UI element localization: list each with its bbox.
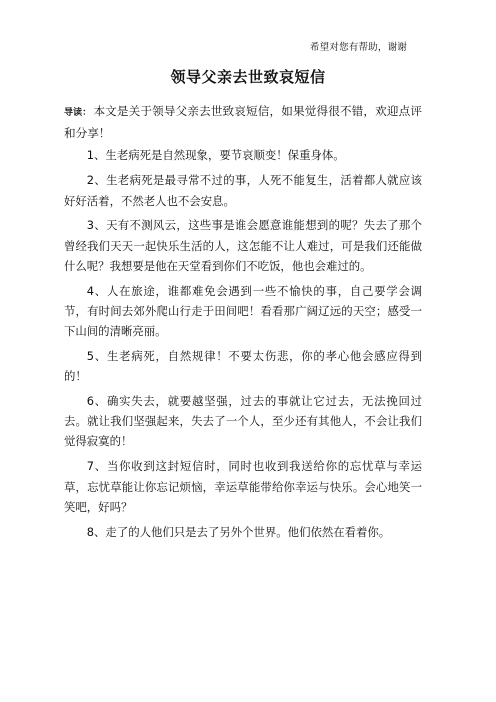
message-item-4: 4、人在旅途，谁都难免会遇到一些不愉快的事，自己要学会调节，有时间去郊外爬山行走于田间吧！看看那广阔辽远的天空；感受一下山间的清晰亮丽。 <box>64 283 422 339</box>
document-title: 领导父亲去世致哀短信 <box>170 68 326 86</box>
message-item-2: 2、生老病死是最寻常不过的事，人死不能复生，活着都人就应该好好活着，不然老人也不会安息。 <box>64 173 422 208</box>
intro-label: 导读： <box>64 108 92 118</box>
message-item-7: 7、当你收到这封短信时，同时也收到我送给你的忘忧草与幸运草，忘忧草能让你忘记烦恼，幸运草能带给你幸运与快乐。会心地笑一笑吧，好吗？ <box>64 459 422 514</box>
message-item-8: 8、走了的人他们只是去了另外个世界。他们依然在看着你。 <box>86 524 391 539</box>
header-note: 希望对您有帮助，谢谢 <box>309 42 407 53</box>
message-item-5: 5、生老病死，自然规律！不要太伤悲，你的孝心他会感应得到的！ <box>64 348 422 384</box>
message-item-6: 6、确实失去，就要越坚强，过去的事就让它过去，无法挽回过去。就让我们坚强起来，失去了一个人，至少还有其他人，不会让我们觉得寂寞的！ <box>64 394 422 449</box>
message-item-1: 1、生老病死是自然现象，要节哀顺变！保重身体。 <box>86 148 345 163</box>
intro-text: 本文是关于领导父亲去世致哀短信，如果觉得很不错，欢迎点评和分享！ <box>64 104 422 141</box>
intro-paragraph <box>64 101 422 143</box>
message-item-3: 3、天有不测风云，这些事是谁会愿意谁能想到的呢？失去了那个曾经我们天天一起快乐生活的人，这怎能不让人难过，可是我们还能做什么呢？我想要是他在天堂看到你们不吃饭，他也会难过的。 <box>64 218 422 273</box>
document-body <box>64 101 422 547</box>
